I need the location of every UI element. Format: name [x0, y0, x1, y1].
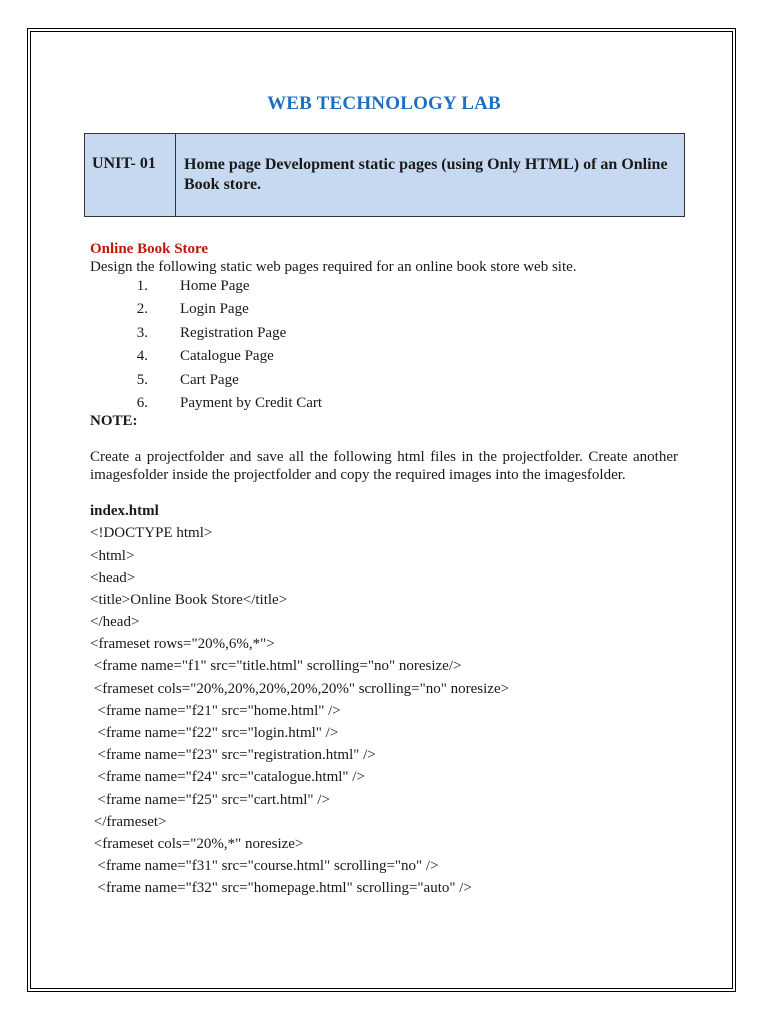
unit-description: Home page Development static pages (using Only HTML) of an Online Book store.	[184, 156, 668, 193]
document-title: WEB TECHNOLOGY LAB	[267, 93, 501, 114]
list-item	[90, 277, 678, 300]
code-line: <!DOCTYPE html>	[90, 525, 213, 542]
list-number: 5.	[136, 371, 148, 388]
list-label: Login Page	[180, 301, 249, 318]
list-item	[90, 347, 678, 370]
list-label: Home Page	[180, 278, 250, 294]
note-paragraph: Create a projectfolder and save all the following html files in the projectfolder. Create another imagesfolder inside the projectfolder and copy the required images into the imagesfolder.	[90, 449, 678, 483]
code-listing	[90, 524, 678, 901]
list-number: 3.	[136, 324, 148, 341]
code-line: <frameset cols="20%,20%,20%,20%,20%" scrolling="no" noresize>	[90, 680, 510, 697]
intro-paragraph: Design the following static web pages required for an online book store web site.	[90, 259, 577, 275]
list-number: 2.	[136, 301, 148, 318]
list-label: Payment by Credit Cart	[180, 394, 323, 411]
code-line: <frame name="f22" src="login.html" />	[90, 725, 339, 742]
code-line: <frame name="f25" src="cart.html" />	[90, 791, 330, 808]
file-heading: index.html	[90, 503, 159, 520]
page-list	[90, 277, 678, 417]
list-label: Cart Page	[180, 371, 239, 388]
list-number: 4.	[136, 348, 148, 365]
unit-table	[84, 133, 685, 217]
document-body	[90, 240, 678, 902]
code-line: <frame name="f24" src="catalogue.html" />	[90, 769, 365, 786]
code-line: <frame name="f31" src="course.html" scrolling="no" />	[90, 858, 439, 875]
section-heading: Online Book Store	[90, 241, 209, 257]
code-line: <frame name="f23" src="registration.html" />	[90, 747, 376, 764]
code-line: <frameset rows="20%,6%,*">	[90, 636, 275, 653]
code-line: <head>	[90, 569, 136, 586]
note-heading: NOTE:	[90, 413, 138, 430]
list-label: Registration Page	[180, 324, 287, 341]
list-number: 6.	[136, 394, 148, 411]
code-line: <frame name="f21" src="home.html" />	[90, 702, 341, 719]
code-line: </head>	[90, 614, 140, 631]
code-line: <title>Online Book Store</title>	[90, 591, 288, 608]
code-line: <html>	[90, 547, 135, 564]
unit-label: UNIT- 01	[85, 134, 176, 216]
code-line: <frameset cols="20%,*" noresize>	[90, 835, 304, 852]
code-line: </frameset>	[90, 813, 167, 830]
list-item	[90, 300, 678, 323]
list-number: 1.	[136, 278, 148, 294]
list-item	[90, 371, 678, 394]
code-line: <frame name="f32" src="homepage.html" scrolling="auto" />	[90, 880, 472, 897]
list-label: Catalogue Page	[180, 348, 274, 365]
code-line: <frame name="f1" src="title.html" scrolling="no" noresize/>	[90, 658, 462, 675]
list-item	[90, 324, 678, 347]
